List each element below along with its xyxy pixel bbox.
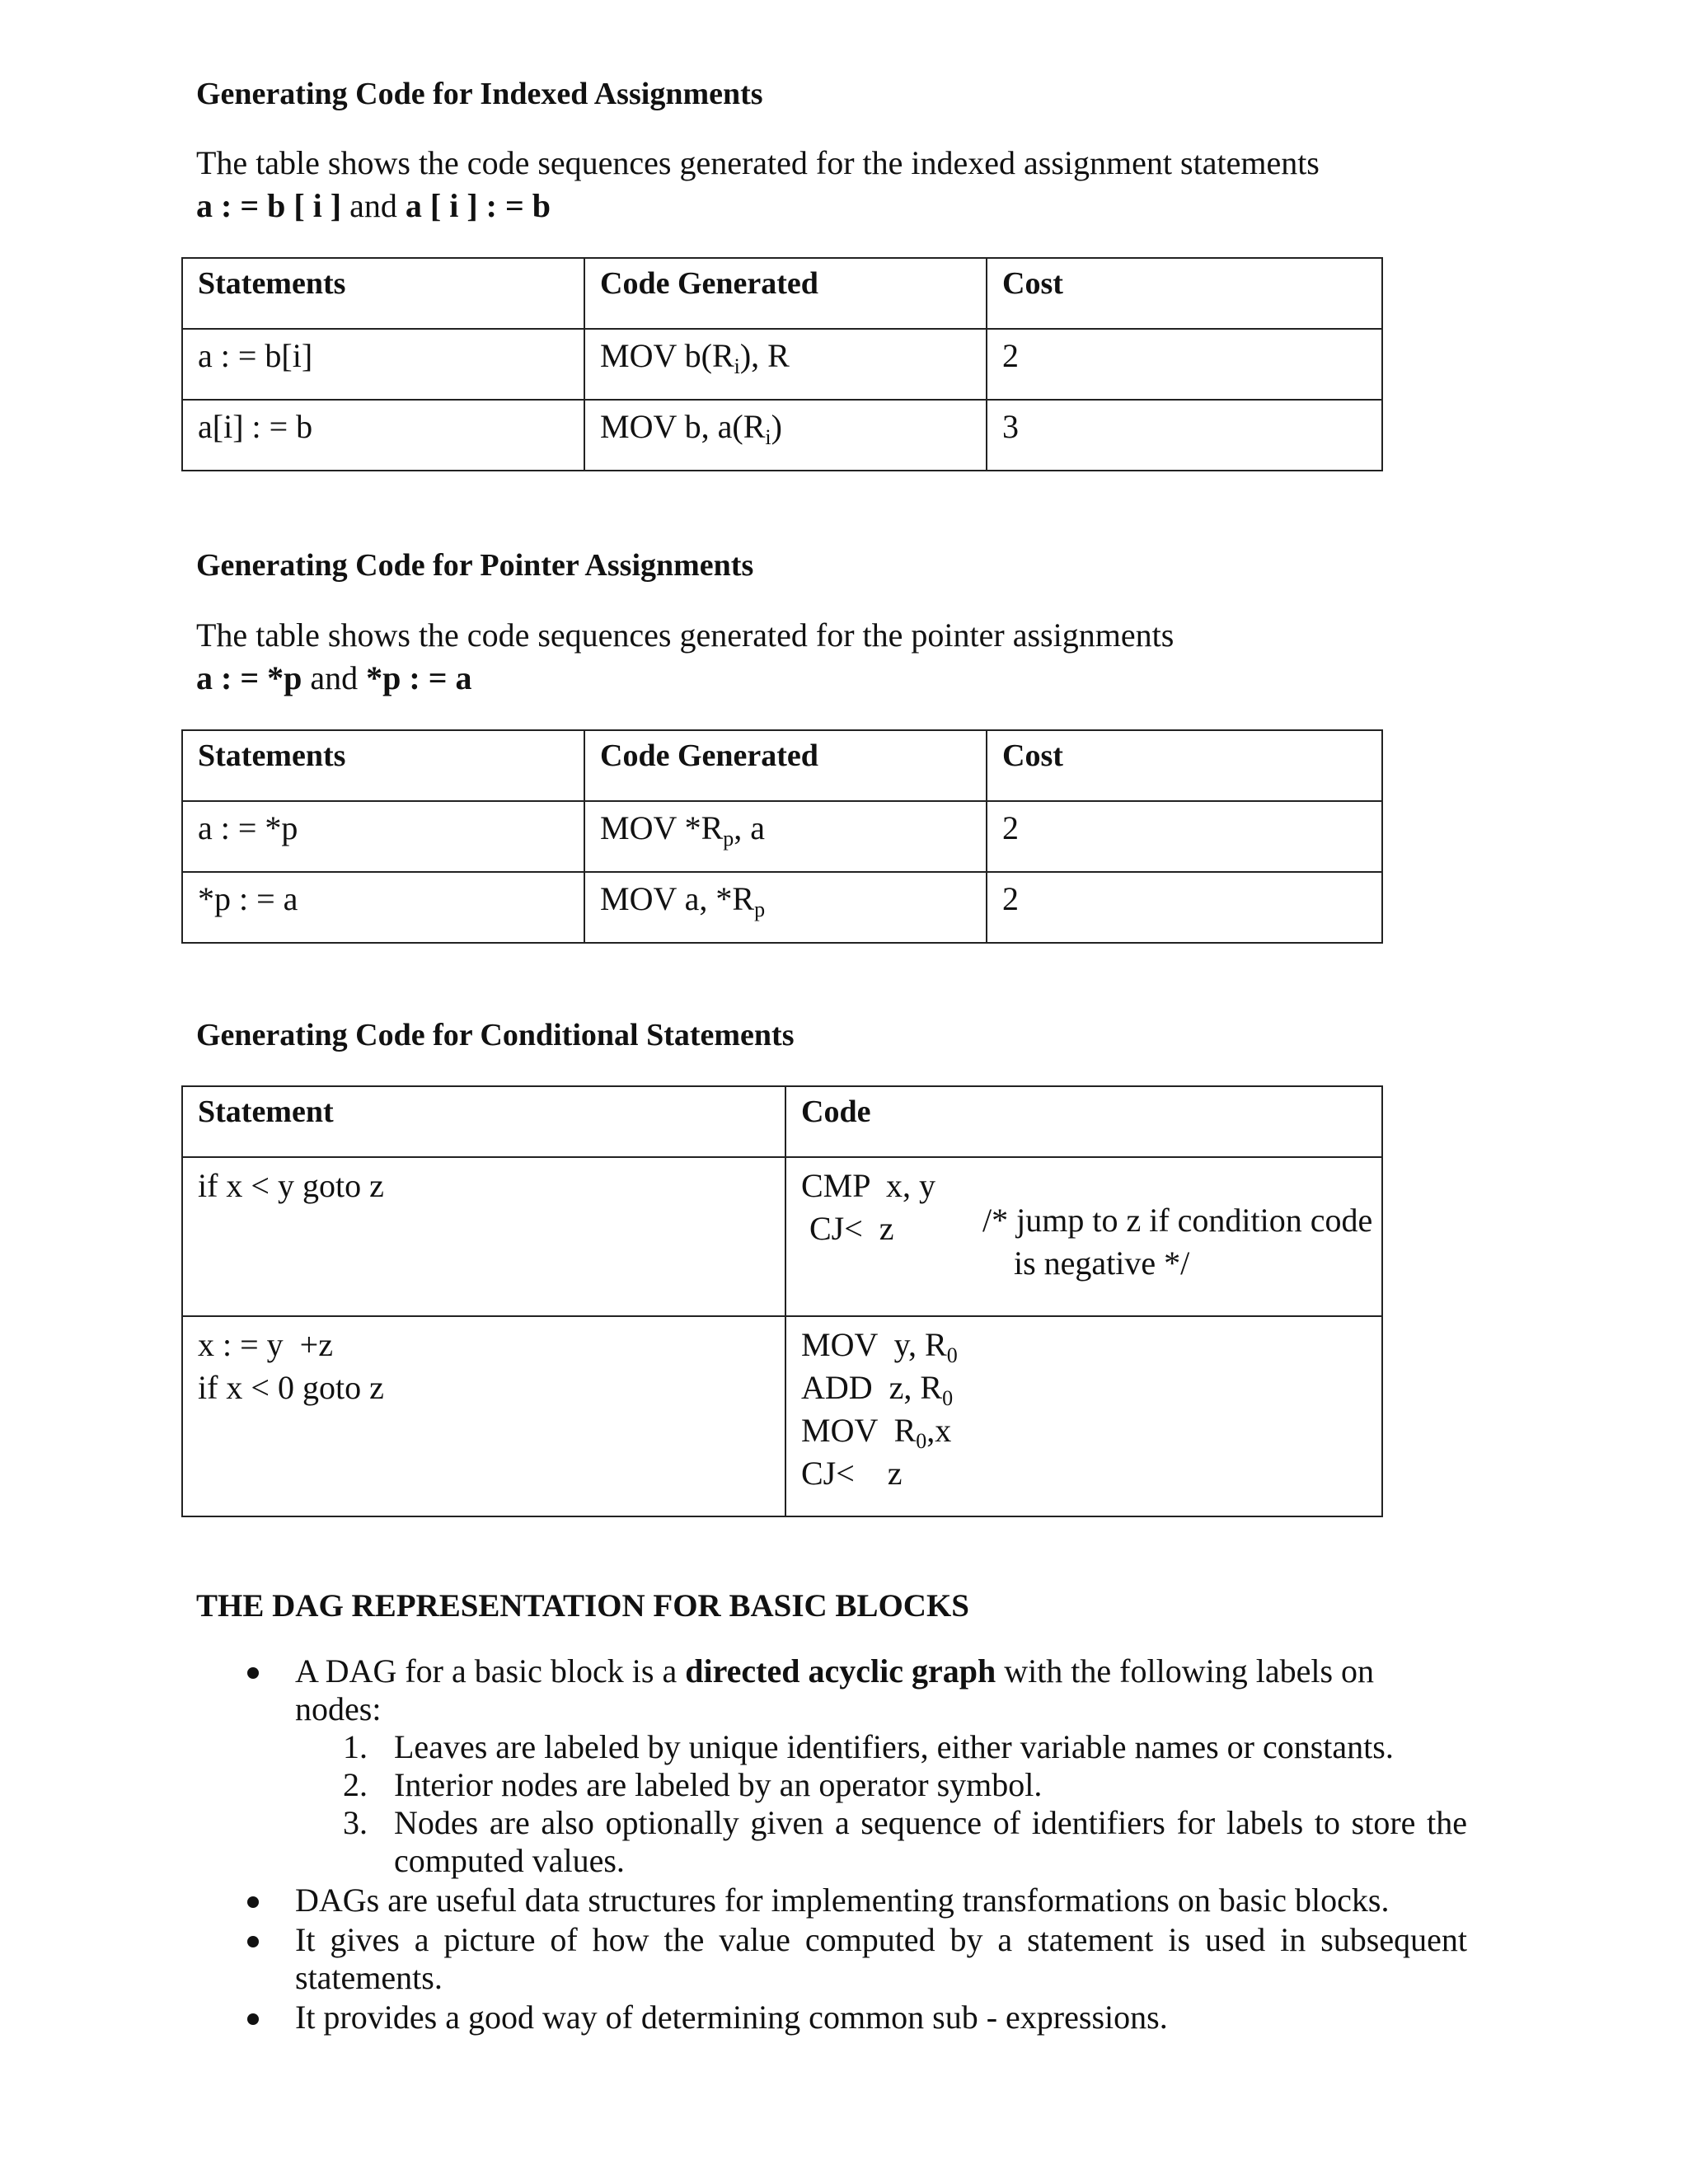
- code-line: CJ< z: [801, 1455, 903, 1492]
- item-text: Leaves are labeled by unique identifiers, either variable names or constants.: [394, 1728, 1394, 1765]
- statement-cell: *p : = a: [182, 872, 584, 943]
- list-item: [247, 1882, 1467, 1919]
- statement-cell: a : = b[i]: [182, 329, 584, 400]
- code-text: ), R: [739, 337, 790, 374]
- statement-cell: [182, 1316, 785, 1516]
- statement-cell: if x < y goto z: [182, 1157, 785, 1316]
- bullet-text: It provides a good way of determining common sub - expressions.: [295, 1999, 1168, 2036]
- bullet-text: It gives a picture of how the value computed by a statement is used in subsequent statements.: [295, 1921, 1467, 1996]
- header-statement: Statement: [182, 1086, 785, 1157]
- and-word: and: [349, 187, 397, 224]
- list-item: [295, 1804, 1467, 1880]
- register-subscript: i: [734, 354, 740, 378]
- bullet-text: A DAG for a basic block is a: [295, 1652, 678, 1690]
- statement-b: a [ i ] : = b: [405, 187, 551, 224]
- header-code: Code: [785, 1086, 1382, 1157]
- cost-cell: 3: [987, 400, 1382, 471]
- code-cell: [785, 1157, 1382, 1316]
- header-code-generated: Code Generated: [584, 730, 987, 801]
- code-line: CJ< z: [801, 1210, 894, 1247]
- indexed-assignment-table: [181, 257, 1383, 471]
- statement-a: a : = *p: [196, 659, 302, 696]
- code-text: MOV a, *R: [600, 880, 755, 917]
- code-comment: [982, 1199, 1372, 1285]
- and-word: and: [310, 659, 359, 696]
- code-text: , a: [734, 809, 766, 846]
- statement-a: a : = b [ i ]: [196, 187, 342, 224]
- section-heading-pointer: Generating Code for Pointer Assignments: [196, 548, 754, 583]
- code-cell: [584, 801, 987, 872]
- conditional-statements-table: [181, 1085, 1383, 1517]
- section-heading-conditional: Generating Code for Conditional Statements: [196, 1018, 795, 1052]
- register-subscript: 0: [916, 1429, 927, 1453]
- item-number: 3.: [343, 1804, 368, 1841]
- list-item: [247, 1652, 1467, 1880]
- code-cell: [584, 872, 987, 943]
- cost-cell: 2: [987, 329, 1382, 400]
- code-line: MOV $R_0,x$: [801, 1412, 952, 1453]
- statement-cell: a[i] : = b: [182, 400, 584, 471]
- item-number: 2.: [343, 1766, 368, 1803]
- cost-cell: 2: [987, 872, 1382, 943]
- code-line: MOV y, $R_0$: [801, 1326, 958, 1367]
- table-header-row: [182, 730, 1382, 801]
- bullet-text: DAGs are useful data structures for implementing transformations on basic blocks.: [295, 1882, 1390, 1919]
- statement-b: *p : = a: [366, 659, 472, 696]
- comment-line: /* jump to z if condition code: [982, 1202, 1373, 1239]
- code-cell: [584, 400, 987, 471]
- intro-text: The table shows the code sequences generated for the indexed assignment statements: [196, 144, 1320, 181]
- table-row: [182, 329, 1382, 400]
- register-subscript: 0: [942, 1386, 954, 1410]
- item-text: Nodes are also optionally given a sequence of identifiers for labels to store the computed values.: [394, 1804, 1467, 1879]
- table-row: [182, 872, 1382, 943]
- intro-text: The table shows the code sequences generated for the pointer assignments: [196, 616, 1175, 654]
- code-cell: [785, 1316, 1382, 1516]
- bullet-text: with the following labels on nodes:: [295, 1652, 1375, 1727]
- header-code-generated: Code Generated: [584, 258, 987, 329]
- statement-cell: a : = *p: [182, 801, 584, 872]
- list-item: [295, 1728, 1467, 1766]
- intro-paragraph-indexed: [196, 142, 1320, 227]
- header-statements: Statements: [182, 258, 584, 329]
- pointer-assignment-table: [181, 729, 1383, 944]
- header-statements: Statements: [182, 730, 584, 801]
- statement-line: x : = y +z: [198, 1326, 333, 1363]
- table-header-row: [182, 1086, 1382, 1157]
- code-cell: [584, 329, 987, 400]
- section-heading-indexed: Generating Code for Indexed Assignments: [196, 77, 763, 111]
- register-subscript: 0: [946, 1343, 958, 1367]
- code-text: ): [771, 408, 782, 445]
- code-line: ADD z, $R_0$: [801, 1369, 954, 1410]
- table-row: [182, 400, 1382, 471]
- register-subscript: p: [723, 827, 734, 851]
- list-item: [247, 1921, 1467, 1997]
- code-text: MOV *R: [600, 809, 724, 846]
- header-cost: Cost: [987, 730, 1382, 801]
- node-label-sublist: [295, 1728, 1467, 1880]
- code-text: MOV b, a(R: [600, 408, 766, 445]
- header-cost: Cost: [987, 258, 1382, 329]
- list-item: [247, 1999, 1467, 2036]
- code-text: MOV b(R: [600, 337, 734, 374]
- dag-bullet-list: [247, 1652, 1467, 2036]
- bold-term: directed acyclic graph: [685, 1652, 996, 1690]
- table-row: [182, 1316, 1382, 1516]
- item-number: 1.: [343, 1728, 368, 1765]
- table-row: [182, 1157, 1382, 1316]
- item-text: Interior nodes are labeled by an operator symbol.: [394, 1766, 1043, 1803]
- code-line: CMP x, y: [801, 1167, 936, 1204]
- cost-cell: 2: [987, 801, 1382, 872]
- register-subscript: i: [765, 425, 771, 449]
- list-item: [295, 1766, 1467, 1804]
- statement-line: if x < 0 goto z: [198, 1369, 384, 1406]
- comment-line: is negative */: [1014, 1244, 1190, 1282]
- table-row: [182, 801, 1382, 872]
- table-header-row: [182, 258, 1382, 329]
- intro-paragraph-pointer: [196, 614, 1174, 700]
- register-subscript: p: [754, 898, 766, 921]
- section-heading-dag: THE DAG REPRESENTATION FOR BASIC BLOCKS: [196, 1588, 969, 1624]
